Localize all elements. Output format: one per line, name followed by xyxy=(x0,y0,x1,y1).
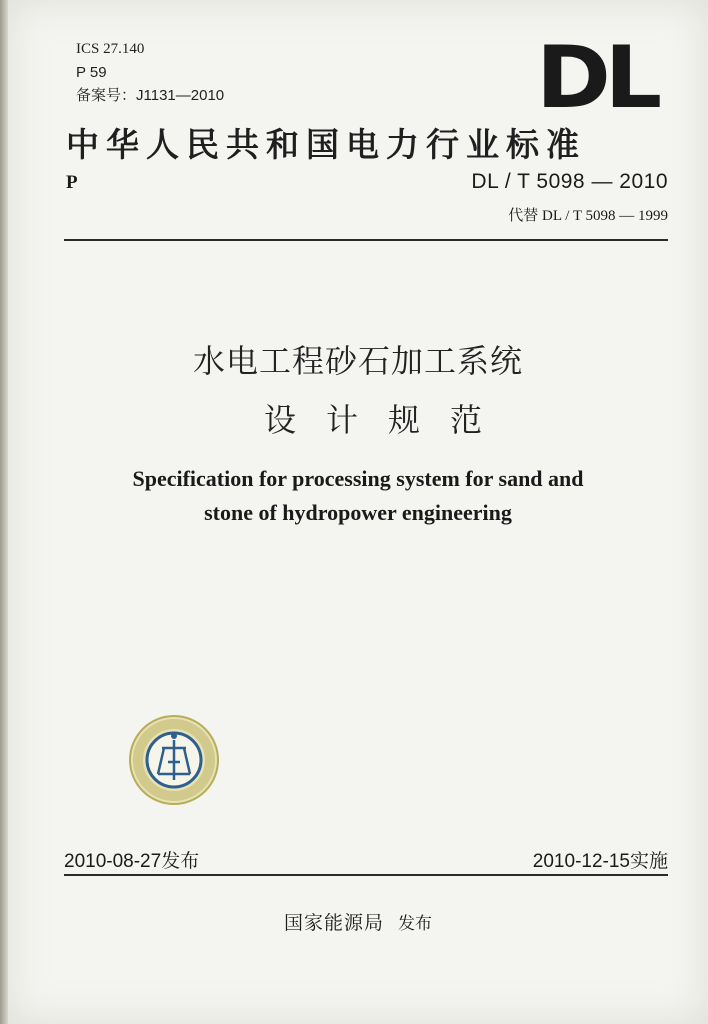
category-letter: P xyxy=(66,172,78,193)
org-title: 中华人民共和国电力行业标准 xyxy=(66,125,586,164)
title-en-line2: stone of hydropower engineering xyxy=(204,500,512,525)
replaces-standard: 代替 DL / T 5098 — 1999 xyxy=(508,208,668,224)
top-divider xyxy=(64,239,668,241)
standard-number: DL / T 5098 — 2010 xyxy=(471,170,668,193)
issuer-verb: 发布 xyxy=(398,914,432,934)
ics-code: ICS 27.140 xyxy=(76,41,145,57)
dl-logo: DL xyxy=(536,28,656,128)
title-cn-line2: 设计规范 xyxy=(263,401,512,439)
publisher-seal-icon xyxy=(128,714,220,806)
title-cn-line1: 水电工程砂石加工系统 xyxy=(192,342,523,380)
classification-code: P 59 xyxy=(76,64,107,81)
implementation-date: 2010-12-15实施 xyxy=(532,851,668,872)
record-number: 备案号：J1131—2010 xyxy=(76,87,225,104)
issuer-name: 国家能源局 xyxy=(283,912,384,934)
title-en-line1: Specification for processing system for sand and xyxy=(132,466,584,491)
publisher-line xyxy=(8,908,708,935)
bottom-divider xyxy=(64,874,668,876)
issue-date: 2010-08-27发布 xyxy=(64,851,200,872)
document-cover xyxy=(8,0,708,1024)
binding-edge xyxy=(0,0,8,1024)
